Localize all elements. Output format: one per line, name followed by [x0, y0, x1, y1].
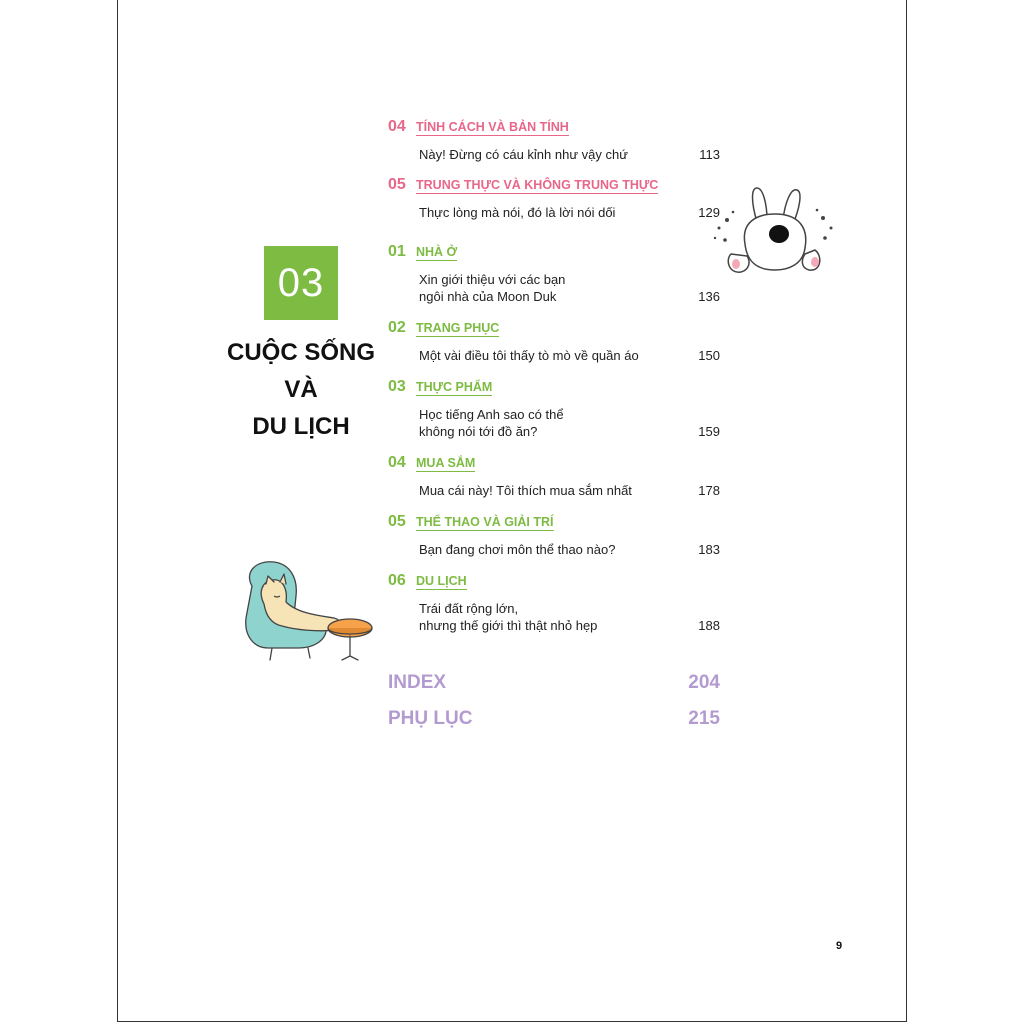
entry-number: 02	[388, 319, 406, 336]
entry-number: 03	[388, 378, 406, 395]
entry-page: 136	[698, 289, 720, 304]
entry-line: Xin giới thiệu với các bạn	[419, 272, 566, 287]
entry-number: 05	[388, 513, 406, 530]
entry-title: TRUNG THỰC VÀ KHÔNG TRUNG THỰC	[416, 178, 659, 192]
entry-title: TÍNH CÁCH VÀ BẢN TÍNH	[416, 120, 569, 134]
entry-line: Mua cái này! Tôi thích mua sắm nhất	[419, 483, 632, 498]
toc-entry-06[interactable]	[388, 572, 720, 634]
chapter-number-box: 03	[264, 246, 338, 320]
entry-page: 178	[698, 483, 720, 498]
entry-title: THỰC PHẨM	[416, 380, 493, 394]
entry-title: DU LỊCH	[416, 574, 467, 588]
toc-entry-01[interactable]	[388, 243, 720, 305]
entry-title: THỂ THAO VÀ GIẢI TRÍ	[416, 515, 554, 529]
entry-number: 04	[388, 118, 406, 135]
entry-line: Bạn đang chơi môn thể thao nào?	[419, 542, 616, 557]
toc-appendix[interactable]	[388, 708, 720, 730]
entry-line: Học tiếng Anh sao có thể	[419, 407, 564, 422]
chapter-title-line: DU LỊCH	[252, 413, 350, 440]
appendix-page: 215	[688, 708, 720, 729]
page-number: 9	[836, 940, 843, 952]
appendix-label: PHỤ LỤC	[388, 708, 473, 729]
entry-number: 04	[388, 454, 406, 471]
entry-line: không nói tới đồ ăn?	[419, 424, 538, 439]
entry-line: Này! Đừng có cáu kỉnh như vậy chứ	[419, 147, 628, 162]
entry-number: 05	[388, 176, 406, 193]
toc-entry-prev-05[interactable]	[388, 176, 720, 221]
index-page: 204	[688, 672, 720, 693]
toc-index[interactable]	[388, 672, 720, 694]
entry-page: 183	[698, 542, 720, 557]
entry-line: Một vài điều tôi thấy tò mò về quần áo	[419, 348, 639, 363]
entry-page: 159	[698, 424, 720, 439]
entry-number: 01	[388, 243, 406, 260]
toc-entry-04[interactable]	[388, 454, 720, 499]
entry-line: ngôi nhà của Moon Duk	[419, 289, 557, 304]
toc-entry-03[interactable]	[388, 378, 720, 440]
chapter-title-line: CUỘC SỐNG	[226, 339, 375, 366]
entry-title: NHÀ Ở	[416, 245, 458, 259]
entry-title: MUA SẮM	[416, 456, 476, 470]
entry-line: Trái đất rộng lớn,	[419, 601, 519, 616]
toc-entry-prev-04[interactable]	[388, 118, 720, 163]
chapter-title	[220, 334, 382, 445]
toc-entry-02[interactable]	[388, 319, 720, 364]
entry-title: TRANG PHỤC	[416, 321, 500, 335]
toc-entry-05[interactable]	[388, 513, 720, 558]
entry-line: Thực lòng mà nói, đó là lời nói dối	[419, 205, 616, 220]
entry-line: nhưng thế giới thì thật nhỏ hẹp	[419, 618, 598, 633]
entry-page: 129	[698, 205, 720, 220]
crying-rabbit-illustration	[705, 182, 845, 282]
entry-number: 06	[388, 572, 406, 589]
entry-page: 113	[699, 147, 720, 162]
entry-page: 188	[698, 618, 720, 633]
armchair-illustration	[238, 556, 378, 668]
entry-page: 150	[698, 348, 720, 363]
index-label: INDEX	[388, 672, 447, 693]
chapter-title-line: VÀ	[284, 376, 318, 403]
